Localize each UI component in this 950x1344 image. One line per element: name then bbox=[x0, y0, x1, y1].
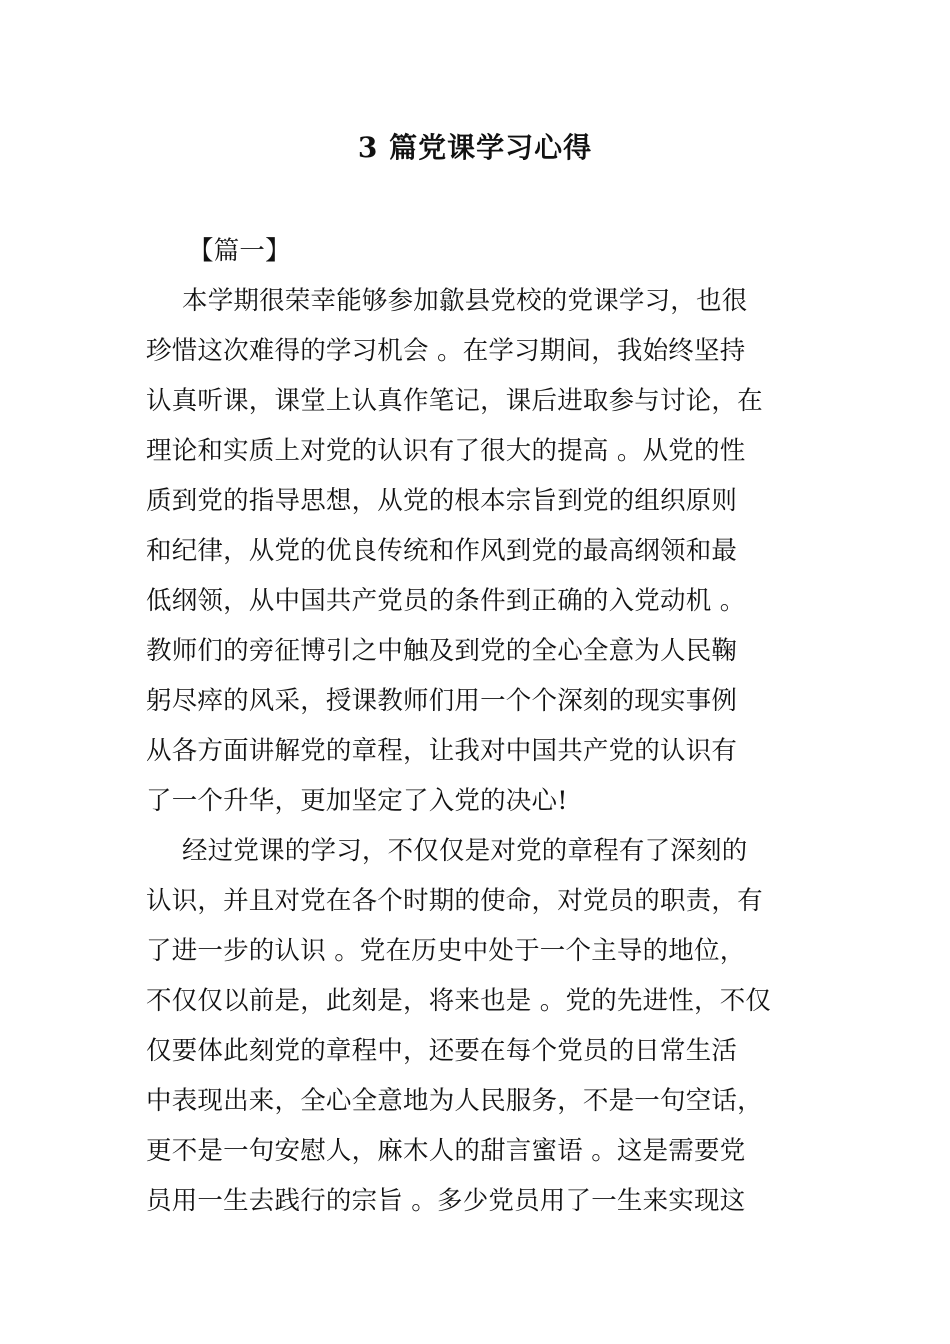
body-line: 本学期很荣幸能够参加歙县党校的党课学习，也很 bbox=[182, 286, 748, 316]
body-line: 经过党课的学习，不仅仅是对党的章程有了深刻的 bbox=[182, 836, 748, 866]
body-line: 教师们的旁征博引之中触及到党的全心全意为人民鞠 bbox=[146, 636, 738, 666]
body-line: 躬尽瘁的风采，授课教师们用一个个深刻的现实事例 bbox=[146, 686, 738, 716]
body-line: 不仅仅以前是，此刻是，将来也是 。党的先进性，不仅 bbox=[146, 986, 772, 1016]
section-heading: 【篇一】 bbox=[188, 236, 291, 266]
body-line: 从各方面讲解党的章程，让我对中国共产党的认识有 bbox=[146, 736, 738, 766]
body-line: 珍惜这次难得的学习机会 。在学习期间，我始终坚持 bbox=[146, 336, 746, 366]
body-line: 了一个升华，更加坚定了入党的决心! bbox=[146, 786, 568, 816]
body-line: 和纪律，从党的优良传统和作风到党的最高纲领和最 bbox=[146, 536, 738, 566]
body-line: 仅要体此刻党的章程中，还要在每个党员的日常生活 bbox=[146, 1036, 738, 1066]
body-line: 认识，并且对党在各个时期的使命，对党员的职责，有 bbox=[146, 886, 763, 916]
body-line: 质到党的指导思想，从党的根本宗旨到党的组织原则 bbox=[146, 486, 738, 516]
body-line: 低纲领，从中国共产党员的条件到正确的入党动机 。 bbox=[146, 586, 746, 616]
body-line: 认真听课，课堂上认真作笔记，课后进取参与讨论，在 bbox=[146, 386, 763, 416]
body-line: 了进一步的认识 。党在历史中处于一个主导的地位， bbox=[146, 936, 746, 966]
body-line: 理论和实质上对党的认识有了很大的提高 。从党的性 bbox=[146, 436, 746, 466]
document-title: 3 篇党课学习心得 bbox=[357, 131, 593, 164]
body-line: 员用一生去践行的宗旨 。多少党员用了一生来实现这 bbox=[146, 1186, 746, 1216]
body-line: 更不是一句安慰人，麻木人的甜言蜜语 。这是需要党 bbox=[146, 1136, 746, 1166]
body-line: 中表现出来，全心全意地为人民服务，不是一句空话， bbox=[146, 1086, 763, 1116]
document-body bbox=[146, 226, 806, 1226]
